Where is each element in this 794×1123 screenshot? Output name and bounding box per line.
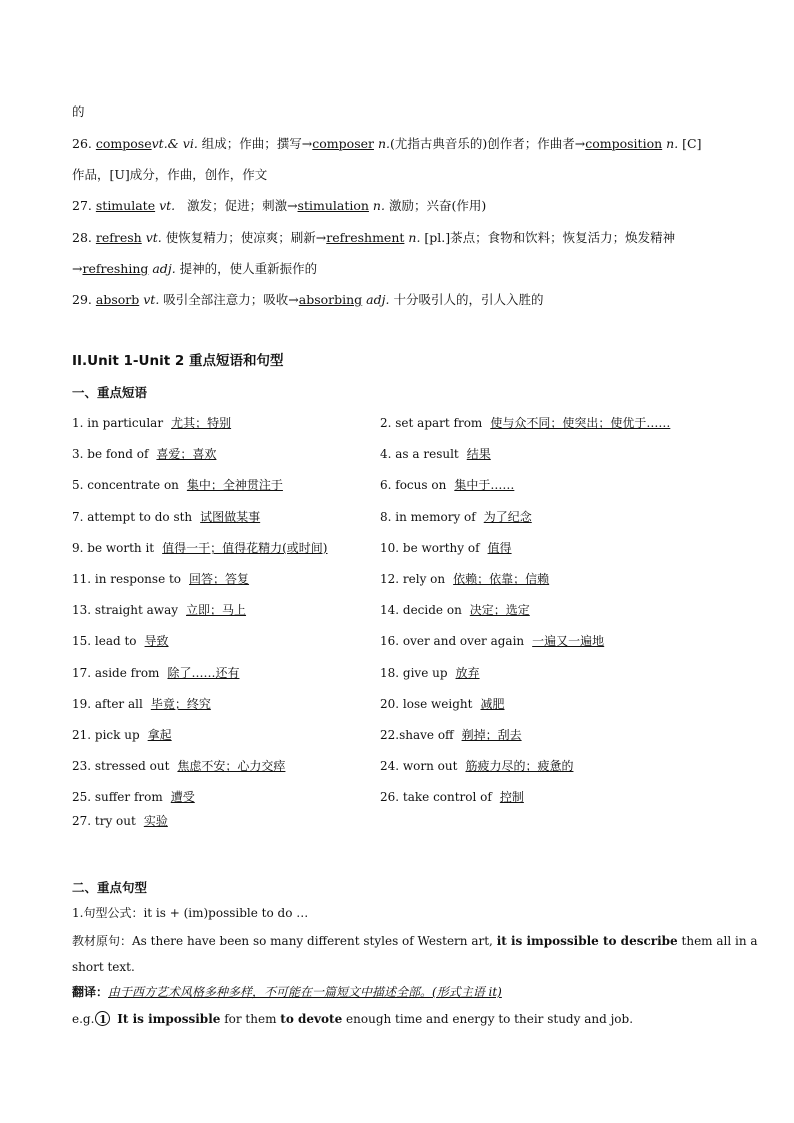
phrase-english: 21. pick up: [72, 728, 140, 742]
phrase-chinese: 喜爱；喜欢: [156, 447, 217, 462]
phrase-chinese: 值得一干；值得花精力(或时间): [162, 540, 328, 555]
phrase-english: 16. over and over again: [380, 634, 525, 649]
phrase-english: 17. aside from: [72, 665, 160, 680]
phrase-english: 3. be fond of: [72, 447, 149, 462]
phrase-english: 7. attempt to do sth: [72, 509, 193, 524]
phrase-item: [72, 812, 168, 830]
phrase-chinese: 拿起: [147, 728, 172, 742]
phrase-english: 12. rely on: [380, 572, 446, 586]
phrase-english: 2. set apart from: [380, 416, 483, 430]
phrase-item: [380, 601, 530, 619]
phrase-english: 27. try out: [72, 813, 136, 828]
phrase-item: [72, 476, 283, 494]
phrase-chinese: 集中；全神贯注于: [186, 478, 283, 493]
sentences-heading: 二、重点句型: [72, 880, 148, 895]
phrase-english: 1. in particular: [72, 416, 164, 430]
phrase-english: 25. suffer from: [72, 790, 163, 805]
phrase-english: 14. decide on: [380, 603, 462, 618]
vocab-item-27: 27. stimulate vt. 激发；促进；刺激→stimulation n. 激励；兴奋(作用): [72, 198, 487, 213]
phrase-chinese: 减肥: [480, 696, 505, 711]
phrase-chinese: 实验: [143, 813, 168, 828]
phrase-item: [380, 726, 522, 744]
phrase-chinese: 一遍又一遍地: [532, 634, 605, 649]
phrase-chinese: 放弃: [455, 665, 480, 680]
phrases-heading: 一、重点短语: [72, 385, 148, 400]
phrase-item: [380, 570, 549, 588]
phrase-item: [380, 695, 505, 713]
vocab-item-29: 29. absorb vt. 吸引全部注意力；吸收→absorbing adj. 十分吸引人的，引人入胜的: [72, 292, 544, 307]
continued-text: 的: [72, 104, 85, 119]
phrase-item: [380, 539, 512, 557]
phrase-chinese: 决定；选定: [469, 603, 530, 618]
phrase-chinese: 回答；答复: [189, 572, 250, 586]
phrase-english: 20. lose weight: [380, 696, 473, 711]
phrase-item: [380, 632, 604, 650]
phrase-chinese: 尤其；特别: [171, 416, 232, 430]
phrase-item: [72, 726, 172, 744]
phrase-english: 9. be worth it: [72, 540, 155, 555]
vocab-item-28-cont: →refreshing adj. 提神的，使人重新振作的: [72, 261, 318, 276]
translation: 翻译：由于西方艺术风格多种多样，不可能在一篇短文中描述全部。(形式主语 it): [72, 985, 502, 999]
phrase-item: [72, 508, 260, 526]
textbook-sentence: 教材原句：As there have been so many different styles of Western art, it is impossible to describe them all in a: [72, 934, 758, 948]
phrase-english: 5. concentrate on: [72, 478, 179, 493]
phrase-english: 26. take control of: [380, 790, 492, 805]
phrase-chinese: 导致: [144, 634, 169, 649]
phrase-item: [380, 664, 480, 682]
phrase-item: [380, 757, 573, 775]
phrase-chinese: 遭受: [170, 790, 195, 805]
phrase-chinese: 剃掉；刮去: [461, 728, 522, 742]
phrase-chinese: 除了……还有: [167, 665, 240, 680]
phrase-item: [72, 664, 239, 682]
phrase-english: 19. after all: [72, 696, 143, 711]
circled-number: 1: [95, 1011, 110, 1026]
phrase-item: [380, 508, 532, 526]
phrase-chinese: 结果: [466, 447, 491, 462]
phrase-item: [380, 788, 524, 806]
phrase-english: 8. in memory of: [380, 509, 476, 524]
phrase-chinese: 控制: [499, 790, 524, 805]
phrase-chinese: 为了纪念: [483, 509, 532, 524]
vocab-item-26-cont: 作品，[U]成分，作曲，创作，作文: [72, 167, 268, 182]
example-sentence: e.g. 1 It is impossible for them to devote enough time and energy to their study and job.: [72, 1012, 634, 1026]
phrase-item: [380, 476, 514, 494]
phrase-chinese: 使与众不同；使突出；使优于……: [490, 416, 671, 430]
phrase-item: [72, 632, 169, 650]
section-title: II.Unit 1-Unit 2 重点短语和句型: [72, 353, 284, 369]
phrase-item: [72, 788, 195, 806]
phrase-english: 11. in response to: [72, 572, 182, 586]
phrase-chinese: 试图做某事: [200, 509, 261, 524]
phrase-chinese: 毕竟；终究: [150, 696, 211, 711]
phrase-item: [72, 570, 249, 588]
phrase-item: [72, 601, 246, 619]
phrase-chinese: 集中于……: [454, 478, 515, 493]
phrase-item: [72, 695, 211, 713]
phrase-english: 6. focus on: [380, 478, 447, 493]
phrase-chinese: 筋疲力尽的；疲惫的: [465, 759, 574, 774]
phrase-item: [72, 414, 231, 432]
phrase-item: [380, 414, 670, 432]
phrase-item: [380, 445, 491, 463]
phrase-chinese: 依赖；依靠；信赖: [453, 572, 550, 586]
phrase-item: [72, 757, 285, 775]
phrase-chinese: 立即；马上: [186, 603, 247, 618]
phrase-item: [72, 445, 216, 463]
textbook-sentence-cont: short text.: [72, 960, 135, 974]
phrase-english: 24. worn out: [380, 759, 458, 774]
phrase-english: 15. lead to: [72, 634, 137, 649]
phrase-english: 4. as a result: [380, 447, 459, 462]
phrase-item: [72, 539, 328, 557]
phrase-english: 23. stressed out: [72, 759, 170, 774]
phrase-english: 13. straight away: [72, 603, 179, 618]
phrase-chinese: 值得: [487, 540, 512, 555]
phrase-chinese: 焦虑不安；心力交瘁: [177, 759, 286, 774]
pattern-formula: 1.句型公式：it is + (im)possible to do …: [72, 906, 309, 920]
vocab-item-28: 28. refresh vt. 使恢复精力；使凉爽；刷新→refreshment n. [pl.]茶点；食物和饮料；恢复活力；焕发精神: [72, 230, 676, 245]
phrase-english: 10. be worthy of: [380, 540, 480, 555]
vocab-item-26: 26. composevt.& vi. 组成；作曲；撰写→composer n.(尤指古典音乐的)创作者；作曲者→composition n. [C]: [72, 136, 702, 151]
phrase-english: 18. give up: [380, 665, 448, 680]
phrase-english: 22.shave off: [380, 728, 454, 742]
